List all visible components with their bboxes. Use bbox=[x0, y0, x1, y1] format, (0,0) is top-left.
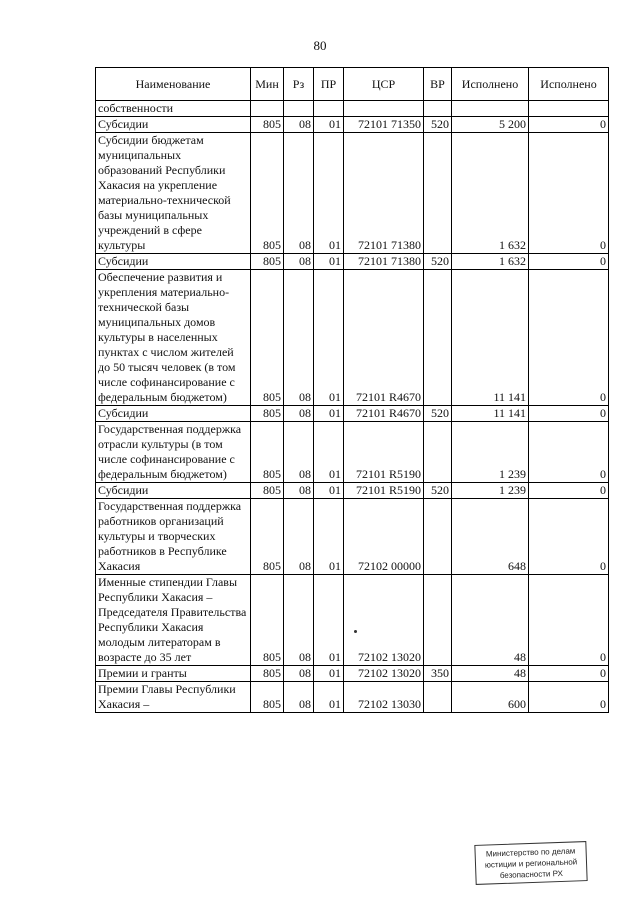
cell-executed-2: 0 bbox=[529, 666, 609, 682]
cell-rz: 08 bbox=[284, 117, 314, 133]
cell-pr: 01 bbox=[314, 499, 344, 575]
cell-pr: 01 bbox=[314, 666, 344, 682]
cell-name: Субсидии bbox=[96, 483, 251, 499]
cell-min: 805 bbox=[251, 483, 284, 499]
cell-min: 805 bbox=[251, 682, 284, 713]
cell-csr: 72102 13020 bbox=[344, 666, 424, 682]
table-row bbox=[96, 575, 609, 666]
cell-csr: 72101 R4670 bbox=[344, 270, 424, 406]
cell-pr: 01 bbox=[314, 682, 344, 713]
cell-rz: 08 bbox=[284, 406, 314, 422]
cell-pr: 01 bbox=[314, 117, 344, 133]
cell-rz: 08 bbox=[284, 499, 314, 575]
header-csr: ЦСР bbox=[344, 68, 424, 101]
cell-vr bbox=[424, 422, 452, 483]
cell-min: 805 bbox=[251, 666, 284, 682]
cell-name: Субсидии bbox=[96, 117, 251, 133]
cell-executed-1: 5 200 bbox=[452, 117, 529, 133]
cell-pr bbox=[314, 101, 344, 117]
cell-rz: 08 bbox=[284, 682, 314, 713]
cell-executed-1: 1 239 bbox=[452, 483, 529, 499]
cell-min: 805 bbox=[251, 254, 284, 270]
table-row bbox=[96, 422, 609, 483]
cell-executed-2: 0 bbox=[529, 575, 609, 666]
cell-min: 805 bbox=[251, 270, 284, 406]
table-header-row bbox=[96, 68, 609, 101]
cell-min: 805 bbox=[251, 117, 284, 133]
cell-executed-2: 0 bbox=[529, 483, 609, 499]
cell-executed-1: 1 239 bbox=[452, 422, 529, 483]
header-executed-2: Исполнено bbox=[529, 68, 609, 101]
cell-vr bbox=[424, 270, 452, 406]
cell-executed-1: 11 141 bbox=[452, 270, 529, 406]
cell-executed-1: 600 bbox=[452, 682, 529, 713]
cell-name: Государственная поддержка работников организаций культуры и творческих работников в Республике Хакасия bbox=[96, 499, 251, 575]
table-row bbox=[96, 406, 609, 422]
cell-rz: 08 bbox=[284, 422, 314, 483]
cell-pr: 01 bbox=[314, 575, 344, 666]
cell-min bbox=[251, 101, 284, 117]
cell-min: 805 bbox=[251, 133, 284, 254]
cell-name: Субсидии bbox=[96, 254, 251, 270]
cell-executed-2: 0 bbox=[529, 682, 609, 713]
cell-executed-1 bbox=[452, 101, 529, 117]
cell-executed-1: 48 bbox=[452, 666, 529, 682]
cell-csr: 72101 71350 bbox=[344, 117, 424, 133]
cell-rz: 08 bbox=[284, 133, 314, 254]
cell-name: Обеспечение развития и укрепления материально-технической базы муниципальных домов культуры в населенных пунктах с числом жителей до 50 тысяч человек (в том числе софинансирование с федеральным бюджетом) bbox=[96, 270, 251, 406]
cell-pr: 01 bbox=[314, 254, 344, 270]
cell-vr bbox=[424, 682, 452, 713]
stamp-line-3: безопасности РХ bbox=[499, 868, 564, 881]
cell-csr: 72101 71380 bbox=[344, 133, 424, 254]
table-row bbox=[96, 133, 609, 254]
cell-csr: 72102 00000 bbox=[344, 499, 424, 575]
cell-vr: 520 bbox=[424, 483, 452, 499]
cell-csr: 72101 R5190 bbox=[344, 483, 424, 499]
table-row bbox=[96, 666, 609, 682]
cell-pr: 01 bbox=[314, 133, 344, 254]
table-body bbox=[96, 101, 609, 713]
cell-min: 805 bbox=[251, 406, 284, 422]
cell-rz: 08 bbox=[284, 575, 314, 666]
cell-rz: 08 bbox=[284, 483, 314, 499]
stamp-line-1: Министерство по делам bbox=[485, 846, 576, 859]
cell-executed-2: 0 bbox=[529, 254, 609, 270]
cell-executed-2: 0 bbox=[529, 422, 609, 483]
cell-rz: 08 bbox=[284, 666, 314, 682]
cell-vr: 520 bbox=[424, 117, 452, 133]
cell-name: Субсидии bbox=[96, 406, 251, 422]
cell-executed-2 bbox=[529, 101, 609, 117]
table-row bbox=[96, 483, 609, 499]
header-vr: ВР bbox=[424, 68, 452, 101]
cell-vr bbox=[424, 575, 452, 666]
cell-executed-2: 0 bbox=[529, 270, 609, 406]
cell-name: Премии и гранты bbox=[96, 666, 251, 682]
table-row bbox=[96, 682, 609, 713]
cell-executed-1: 648 bbox=[452, 499, 529, 575]
cell-name: Субсидии бюджетам муниципальных образований Республики Хакасия на укрепление материально-технической базы муниципальных учреждений в сфере культуры bbox=[96, 133, 251, 254]
table-row bbox=[96, 499, 609, 575]
cell-executed-2: 0 bbox=[529, 406, 609, 422]
cell-executed-2: 0 bbox=[529, 117, 609, 133]
cell-rz bbox=[284, 101, 314, 117]
cell-pr: 01 bbox=[314, 406, 344, 422]
cell-pr: 01 bbox=[314, 422, 344, 483]
cell-executed-1: 1 632 bbox=[452, 254, 529, 270]
cell-name: собственности bbox=[96, 101, 251, 117]
header-min: Мин bbox=[251, 68, 284, 101]
cell-vr: 520 bbox=[424, 254, 452, 270]
cell-rz: 08 bbox=[284, 254, 314, 270]
cell-csr: 72101 R4670 bbox=[344, 406, 424, 422]
scan-dot bbox=[354, 630, 357, 633]
table-row bbox=[96, 254, 609, 270]
cell-csr: 72102 13030 bbox=[344, 682, 424, 713]
cell-name: Премии Главы Республики Хакасия – bbox=[96, 682, 251, 713]
registration-stamp bbox=[474, 841, 587, 885]
stamp-line-2: юстиции и региональной bbox=[484, 857, 578, 870]
cell-pr: 01 bbox=[314, 483, 344, 499]
cell-pr: 01 bbox=[314, 270, 344, 406]
cell-name: Государственная поддержка отрасли культуры (в том числе софинансирование с федеральным бюджетом) bbox=[96, 422, 251, 483]
page-number: 80 bbox=[313, 38, 327, 53]
header-executed-1: Исполнено bbox=[452, 68, 529, 101]
cell-vr: 350 bbox=[424, 666, 452, 682]
cell-vr bbox=[424, 499, 452, 575]
cell-min: 805 bbox=[251, 499, 284, 575]
cell-executed-1: 48 bbox=[452, 575, 529, 666]
table-row bbox=[96, 117, 609, 133]
cell-executed-1: 1 632 bbox=[452, 133, 529, 254]
cell-vr bbox=[424, 133, 452, 254]
cell-executed-2: 0 bbox=[529, 133, 609, 254]
budget-table bbox=[95, 67, 609, 713]
cell-min: 805 bbox=[251, 422, 284, 483]
cell-csr: 72101 71380 bbox=[344, 254, 424, 270]
cell-vr: 520 bbox=[424, 406, 452, 422]
cell-min: 805 bbox=[251, 575, 284, 666]
table-row bbox=[96, 270, 609, 406]
cell-name: Именные стипендии Главы Республики Хакасия – Председателя Правительства Республики Хакасия молодым литераторам в возрасте до 35 лет bbox=[96, 575, 251, 666]
header-pr: ПР bbox=[314, 68, 344, 101]
header-name: Наименование bbox=[96, 68, 251, 101]
cell-csr: 72101 R5190 bbox=[344, 422, 424, 483]
cell-rz: 08 bbox=[284, 270, 314, 406]
table-row bbox=[96, 101, 609, 117]
cell-csr bbox=[344, 101, 424, 117]
header-rz: Рз bbox=[284, 68, 314, 101]
cell-executed-2: 0 bbox=[529, 499, 609, 575]
cell-vr bbox=[424, 101, 452, 117]
cell-csr: 72102 13020 bbox=[344, 575, 424, 666]
cell-executed-1: 11 141 bbox=[452, 406, 529, 422]
